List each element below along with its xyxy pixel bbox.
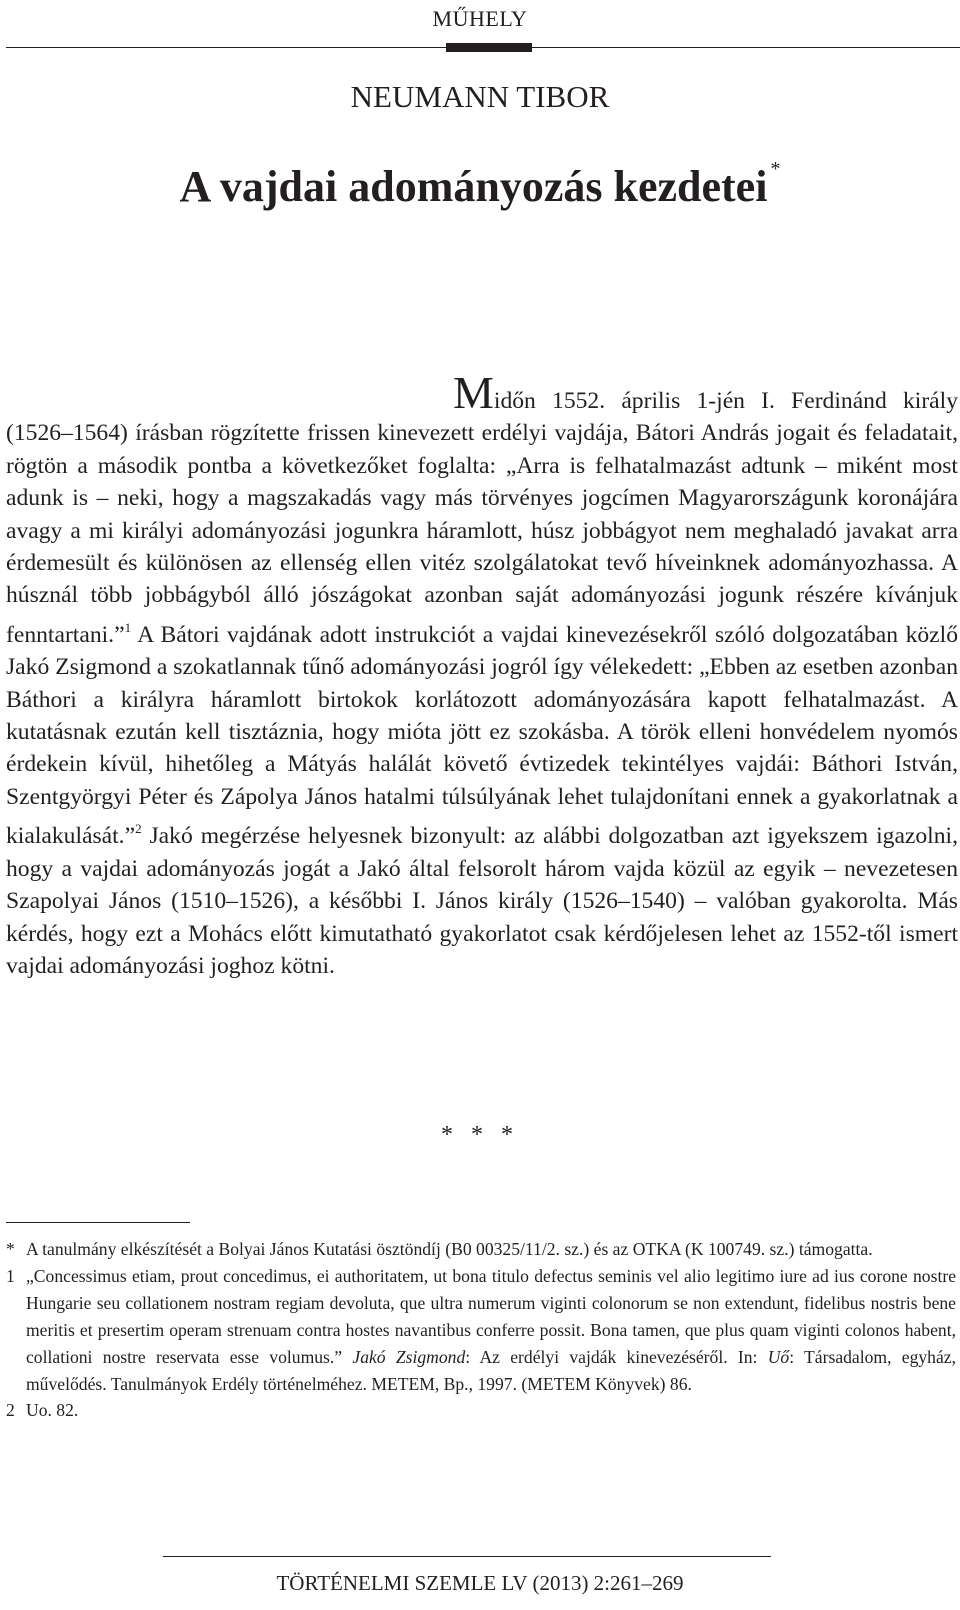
footnote-author-b: Uő	[767, 1346, 790, 1367]
title-text: A vajdai adományozás kezdetei	[179, 162, 768, 211]
footnote-mark: 2	[6, 1400, 15, 1421]
footnote-ref-1[interactable]: 1	[124, 619, 132, 635]
footnote-text-b: : Az erdélyi vajdák kinevezéséről. In:	[465, 1346, 768, 1367]
footnotes	[6, 1236, 956, 1424]
footnote-text: Uo. 82.	[26, 1400, 79, 1421]
footnote-text-a: „Concessimus etiam, prout concedimus, ei authoritatem, ut bona titulo defectus seminis vel alio legitimo iure ad ius corone nostre Hungarie seu collationem nostram regiam devoluta, que ultra numerum viginti colonorum se non extendunt, fidelibus nostris bene meritis et presertim operam strenuam contra hostes navantibus conferre possit. Bona tamen, que plus quam viginti colonos habent, collationi nostre reservata esse volumus.”	[26, 1265, 956, 1367]
title-footnote-mark[interactable]: *	[770, 158, 781, 180]
footnote-text: A tanulmány elkészítését a Bolyai János Kutatási ösztöndíj (B0 00325/11/2. sz.) és az OTKA (K 100749. sz.) támogatta.	[26, 1239, 873, 1259]
footnote-text-c: : Társadalom, egyház, művelődés. Tanulmányok Erdély történelméhez. METEM, Bp., 1997. (METEM Könyvek) 86.	[26, 1346, 956, 1394]
footnote-rule	[6, 1222, 190, 1223]
journal-citation: TÖRTÉNELMI SZEMLE LV (2013) 2:261–269	[276, 1571, 684, 1595]
footnote-2	[6, 1397, 956, 1424]
body-segment-2: A Bátori vajdának adott instrukciót a vajdai kinevezésekről szóló dolgozatában közlő Jakó Zsigmond a szokatlannak tűnő adományozási jogról így vélekedett: „Ebben az esetben azonban Báthori a királyra háramlott birtokok korlátozott adományozására kapott felhatalmazást. A kutatásnak ezután kell tisztáznia, hogy mióta jött ez szokásba. A török elleni honvédelem nyomós érdekein kívül, hihetőleg a Mátyás halálát követő évtizedek tekintélyes vajdái: Báthori István, Szentgyörgyi Péter és Zápolya János hatalmi túlsúlyának lehet tulajdonítani ennek a gyakorlatnak a kialakulását.”	[6, 621, 958, 850]
footer-rule	[163, 1556, 771, 1557]
section-separator: * * *	[441, 1122, 519, 1148]
author-name: NEUMANN TIBOR	[350, 79, 610, 114]
footnote-mark: 1	[6, 1265, 15, 1286]
body-segment-1: időn 1552. április 1-jén I. Ferdinánd király (1526–1564) írásban rögzítette frissen kinevezett erdélyi vajdája, Bátori András jogait és feladatait, rögtön a második pontba a következőket foglalta: „Arra is felhatalmazást adtunk – miként most adunk is – neki, hogy a magszakadás vagy más törvényes jogcímen Magyarországunk koronájára avagy a mi királyi adományozási jogunkra háramlott, húsz jobbágyot nem meghaladó javakat arra érdemesült és különösen az ellenség ellen vitéz szolgálatokat tevő híveinknek adományozhassa. A húsznál több jobbágyból álló jószágokat azonban saját adományozási jogunk részére kívánjuk fenntartani.”	[6, 388, 958, 648]
section-label: MŰHELY	[432, 6, 528, 31]
footnote-mark: *	[6, 1239, 15, 1259]
footnote-author-a: Jakó Zsigmond	[352, 1346, 466, 1367]
footnote-star	[6, 1236, 956, 1263]
article-title	[0, 158, 960, 212]
footnote-1	[6, 1263, 956, 1398]
drop-cap: M	[453, 367, 494, 418]
header-rule-block	[446, 43, 532, 52]
body-segment-3: Jakó megérzése helyesnek bizonyult: az alábbi dolgozatban azt igyekszem igazolni, hogy a vajdai adományozás jogát a Jakó által felsorolt három vajda közül az egyik – nevezetesen Szapolyai János (1510–1526), a későbbi I. János király (1526–1540) – valóban gyakorolta. Más kérdés, hogy ezt a Mohács előtt kimutatható gyakorlatot csak kérdőjelesen lehet az 1552-től ismert vajdai adományozási joghoz kötni.	[6, 823, 958, 979]
body-text	[6, 367, 958, 982]
footnote-ref-2[interactable]: 2	[135, 821, 142, 837]
